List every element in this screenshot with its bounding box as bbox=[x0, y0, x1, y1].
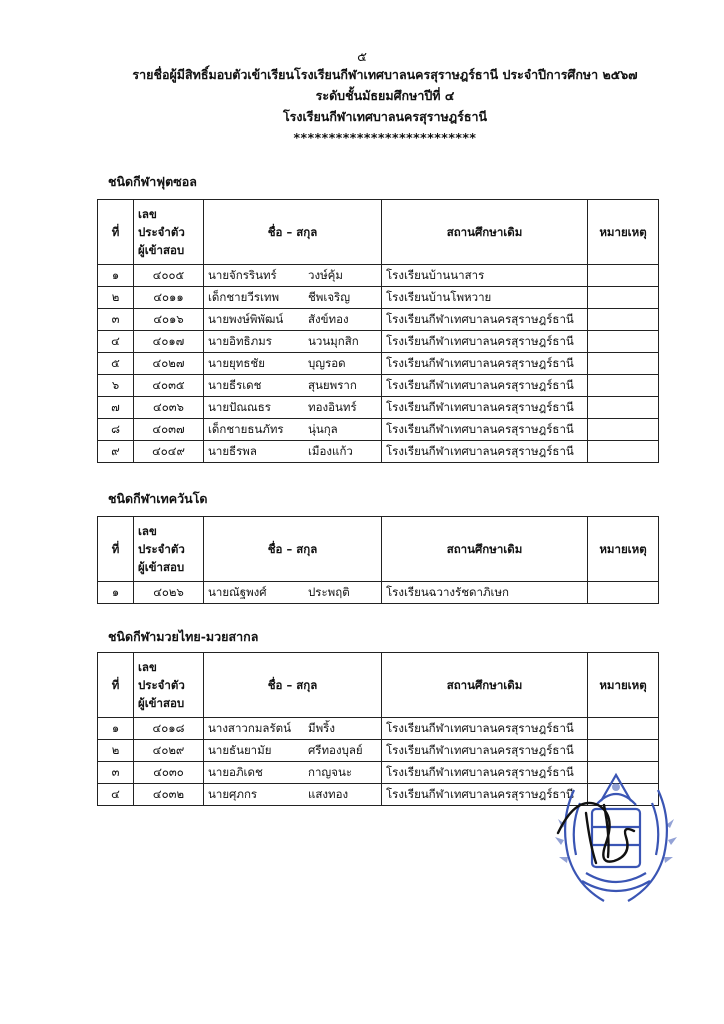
row-number: ๑ bbox=[98, 265, 134, 287]
candidate-code: ๔๐๐๕ bbox=[134, 265, 204, 287]
previous-school: โรงเรียนกีฬาเทศบาลนครสุราษฎร์ธานี bbox=[382, 762, 588, 784]
col-header-no: ที่ bbox=[98, 653, 134, 718]
last-name: บุญรอด bbox=[308, 355, 346, 370]
page-number: ๕ bbox=[357, 50, 367, 65]
row-number: ๑ bbox=[98, 582, 134, 604]
previous-school: โรงเรียนกีฬาเทศบาลนครสุราษฎร์ธานี bbox=[382, 740, 588, 762]
row-number: ๗ bbox=[98, 397, 134, 419]
last-name: กาญจนะ bbox=[308, 764, 352, 779]
candidate-name bbox=[204, 718, 382, 740]
last-name: มีพริ้ง bbox=[308, 720, 335, 735]
row-number: ๖ bbox=[98, 375, 134, 397]
candidate-code: ๔๐๔๙ bbox=[134, 441, 204, 463]
col-header-note: หมายเหตุ bbox=[588, 200, 659, 265]
col-header-code-line3: ผู้เข้าสอบ bbox=[138, 243, 185, 257]
candidate-name bbox=[204, 353, 382, 375]
col-header-code-line3: ผู้เข้าสอบ bbox=[138, 560, 185, 574]
previous-school: โรงเรียนกีฬาเทศบาลนครสุราษฎร์ธานี bbox=[382, 397, 588, 419]
note-cell bbox=[588, 309, 659, 331]
candidate-name bbox=[204, 419, 382, 441]
row-number: ๙ bbox=[98, 441, 134, 463]
previous-school: โรงเรียนกีฬาเทศบาลนครสุราษฎร์ธานี bbox=[382, 309, 588, 331]
previous-school: โรงเรียนกีฬาเทศบาลนครสุราษฎร์ธานี bbox=[382, 331, 588, 353]
candidate-code: ๔๐๒๗ bbox=[134, 353, 204, 375]
col-header-code-line2: ประจำตัว bbox=[138, 678, 185, 692]
section-title-boxing: ชนิดกีฬามวยไทย-มวยสากล bbox=[108, 629, 259, 644]
candidate-name bbox=[204, 784, 382, 806]
note-cell bbox=[588, 375, 659, 397]
last-name: วงษ์คุ้ม bbox=[308, 267, 343, 282]
school-seal-icon bbox=[546, 765, 686, 910]
candidate-code: ๔๐๑๖ bbox=[134, 309, 204, 331]
signature-icon bbox=[558, 803, 634, 863]
previous-school: โรงเรียนกีฬาเทศบาลนครสุราษฎร์ธานี bbox=[382, 353, 588, 375]
note-cell bbox=[588, 397, 659, 419]
previous-school: โรงเรียนกีฬาเทศบาลนครสุราษฎร์ธานี bbox=[382, 784, 588, 806]
col-header-code-line1: เลข bbox=[138, 524, 157, 538]
previous-school: โรงเรียนกีฬาเทศบาลนครสุราษฎร์ธานี bbox=[382, 441, 588, 463]
col-header-school: สถานศึกษาเดิม bbox=[382, 653, 588, 718]
row-number: ๓ bbox=[98, 762, 134, 784]
previous-school: โรงเรียนกีฬาเทศบาลนครสุราษฎร์ธานี bbox=[382, 375, 588, 397]
last-name: สุนยพราก bbox=[308, 377, 357, 392]
header-divider-stars: ************************** bbox=[293, 130, 477, 145]
document-header bbox=[90, 64, 680, 148]
col-header-name: ชื่อ – สกุล bbox=[204, 653, 382, 718]
taekwondo-table bbox=[97, 516, 659, 604]
col-header-note: หมายเหตุ bbox=[588, 653, 659, 718]
row-number: ๔ bbox=[98, 784, 134, 806]
futsal-table bbox=[97, 199, 659, 463]
last-name: ชีพเจริญ bbox=[308, 289, 351, 304]
candidate-code: ๔๐๑๗ bbox=[134, 331, 204, 353]
previous-school: โรงเรียนกีฬาเทศบาลนครสุราษฎร์ธานี bbox=[382, 419, 588, 441]
first-name: นายยุทธชัย bbox=[208, 355, 265, 370]
note-cell bbox=[588, 582, 659, 604]
candidate-code: ๔๐๓๐ bbox=[134, 762, 204, 784]
table-row bbox=[98, 441, 659, 463]
section-title-futsal: ชนิดกีฬาฟุตซอล bbox=[108, 174, 197, 189]
col-header-school: สถานศึกษาเดิม bbox=[382, 517, 588, 582]
col-header-code-line2: ประจำตัว bbox=[138, 225, 185, 239]
row-number: ๑ bbox=[98, 718, 134, 740]
last-name: ทองอินทร์ bbox=[308, 399, 357, 414]
last-name: ประพฤติ bbox=[308, 584, 350, 599]
first-name: นายธีรเดช bbox=[208, 377, 262, 392]
table-row bbox=[98, 718, 659, 740]
candidate-name bbox=[204, 582, 382, 604]
first-name: นายพงษ์พิพัฒน์ bbox=[208, 311, 284, 326]
candidate-code: ๔๐๑๘ bbox=[134, 718, 204, 740]
candidate-code: ๔๐๓๖ bbox=[134, 397, 204, 419]
last-name: นุ่นกุล bbox=[308, 421, 338, 436]
note-cell bbox=[588, 718, 659, 740]
last-name: นวนมุกสิก bbox=[308, 333, 359, 348]
col-header-no: ที่ bbox=[98, 200, 134, 265]
first-name: นายธันยามัย bbox=[208, 742, 272, 757]
previous-school: โรงเรียนบ้านนาสาร bbox=[382, 265, 588, 287]
col-header-school: สถานศึกษาเดิม bbox=[382, 200, 588, 265]
candidate-name bbox=[204, 309, 382, 331]
candidate-name bbox=[204, 265, 382, 287]
candidate-name bbox=[204, 375, 382, 397]
row-number: ๒ bbox=[98, 740, 134, 762]
col-header-name: ชื่อ – สกุล bbox=[204, 517, 382, 582]
note-cell bbox=[588, 353, 659, 375]
col-header-code-line3: ผู้เข้าสอบ bbox=[138, 696, 185, 710]
col-header-name: ชื่อ – สกุล bbox=[204, 200, 382, 265]
candidate-code: ๔๐๒๖ bbox=[134, 582, 204, 604]
note-cell bbox=[588, 265, 659, 287]
candidate-name bbox=[204, 397, 382, 419]
table-row bbox=[98, 287, 659, 309]
previous-school: โรงเรียนฉวางรัชดาภิเษก bbox=[382, 582, 588, 604]
first-name: นายปัณณธร bbox=[208, 399, 271, 414]
table-header-row bbox=[98, 517, 659, 582]
section-title-taekwondo: ชนิดกีฬาเทควันโด bbox=[108, 491, 208, 506]
candidate-name bbox=[204, 740, 382, 762]
last-name: แสงทอง bbox=[308, 786, 349, 801]
futsal-table-body bbox=[98, 265, 659, 463]
first-name: นายศุภกร bbox=[208, 786, 258, 801]
table-row bbox=[98, 740, 659, 762]
table-header-row bbox=[98, 200, 659, 265]
col-header-code bbox=[134, 653, 204, 718]
candidate-code: ๔๐๑๑ bbox=[134, 287, 204, 309]
table-row bbox=[98, 419, 659, 441]
table-row bbox=[98, 309, 659, 331]
table-row bbox=[98, 582, 659, 604]
candidate-code: ๔๐๓๒ bbox=[134, 784, 204, 806]
table-row bbox=[98, 353, 659, 375]
note-cell bbox=[588, 419, 659, 441]
table-row bbox=[98, 331, 659, 353]
col-header-code bbox=[134, 200, 204, 265]
table-row bbox=[98, 397, 659, 419]
first-name: นายธีรพล bbox=[208, 443, 257, 458]
last-name: ศรีทองบุลย์ bbox=[308, 742, 363, 757]
row-number: ๔ bbox=[98, 331, 134, 353]
previous-school: โรงเรียนบ้านโพหวาย bbox=[382, 287, 588, 309]
document-subtitle-school: โรงเรียนกีฬาเทศบาลนครสุราษฎร์ธานี bbox=[282, 109, 488, 124]
note-cell bbox=[588, 331, 659, 353]
col-header-code bbox=[134, 517, 204, 582]
col-header-code-line2: ประจำตัว bbox=[138, 542, 185, 556]
document-title: รายชื่อผู้มีสิทธิ์มอบตัวเข้าเรียนโรงเรียนกีฬาเทศบาลนครสุราษฎร์ธานี ประจำปีการศึกษา ๒๕๖๗ bbox=[132, 67, 638, 82]
taekwondo-table-body bbox=[98, 582, 659, 604]
row-number: ๓ bbox=[98, 309, 134, 331]
candidate-code: ๔๐๓๗ bbox=[134, 419, 204, 441]
table-header-row bbox=[98, 653, 659, 718]
note-cell bbox=[588, 740, 659, 762]
first-name: นายอภิเดช bbox=[208, 764, 263, 779]
candidate-name bbox=[204, 331, 382, 353]
candidate-code: ๔๐๓๕ bbox=[134, 375, 204, 397]
note-cell bbox=[588, 441, 659, 463]
col-header-no: ที่ bbox=[98, 517, 134, 582]
row-number: ๒ bbox=[98, 287, 134, 309]
candidate-name bbox=[204, 441, 382, 463]
first-name: นายอิทธิภมร bbox=[208, 333, 272, 348]
candidate-name bbox=[204, 287, 382, 309]
row-number: ๕ bbox=[98, 353, 134, 375]
candidate-name bbox=[204, 762, 382, 784]
table-row bbox=[98, 375, 659, 397]
first-name: เด็กชายธนภัทร bbox=[208, 421, 284, 436]
first-name: เด็กชายวีรเทพ bbox=[208, 289, 280, 304]
col-header-note: หมายเหตุ bbox=[588, 517, 659, 582]
last-name: เมืองแก้ว bbox=[308, 443, 353, 458]
col-header-code-line1: เลข bbox=[138, 660, 157, 674]
first-name: นายจักรรินทร์ bbox=[208, 267, 277, 282]
col-header-code-line1: เลข bbox=[138, 207, 157, 221]
first-name: นางสาวกมลรัตน์ bbox=[208, 720, 291, 735]
row-number: ๘ bbox=[98, 419, 134, 441]
table-row bbox=[98, 265, 659, 287]
note-cell bbox=[588, 287, 659, 309]
first-name: นายณัฐพงศ์ bbox=[208, 584, 267, 599]
document-subtitle-level: ระดับชั้นมัธยมศึกษาปีที่ ๔ bbox=[315, 88, 455, 103]
last-name: สังข์ทอง bbox=[308, 311, 349, 326]
previous-school: โรงเรียนกีฬาเทศบาลนครสุราษฎร์ธานี bbox=[382, 718, 588, 740]
candidate-code: ๔๐๒๙ bbox=[134, 740, 204, 762]
